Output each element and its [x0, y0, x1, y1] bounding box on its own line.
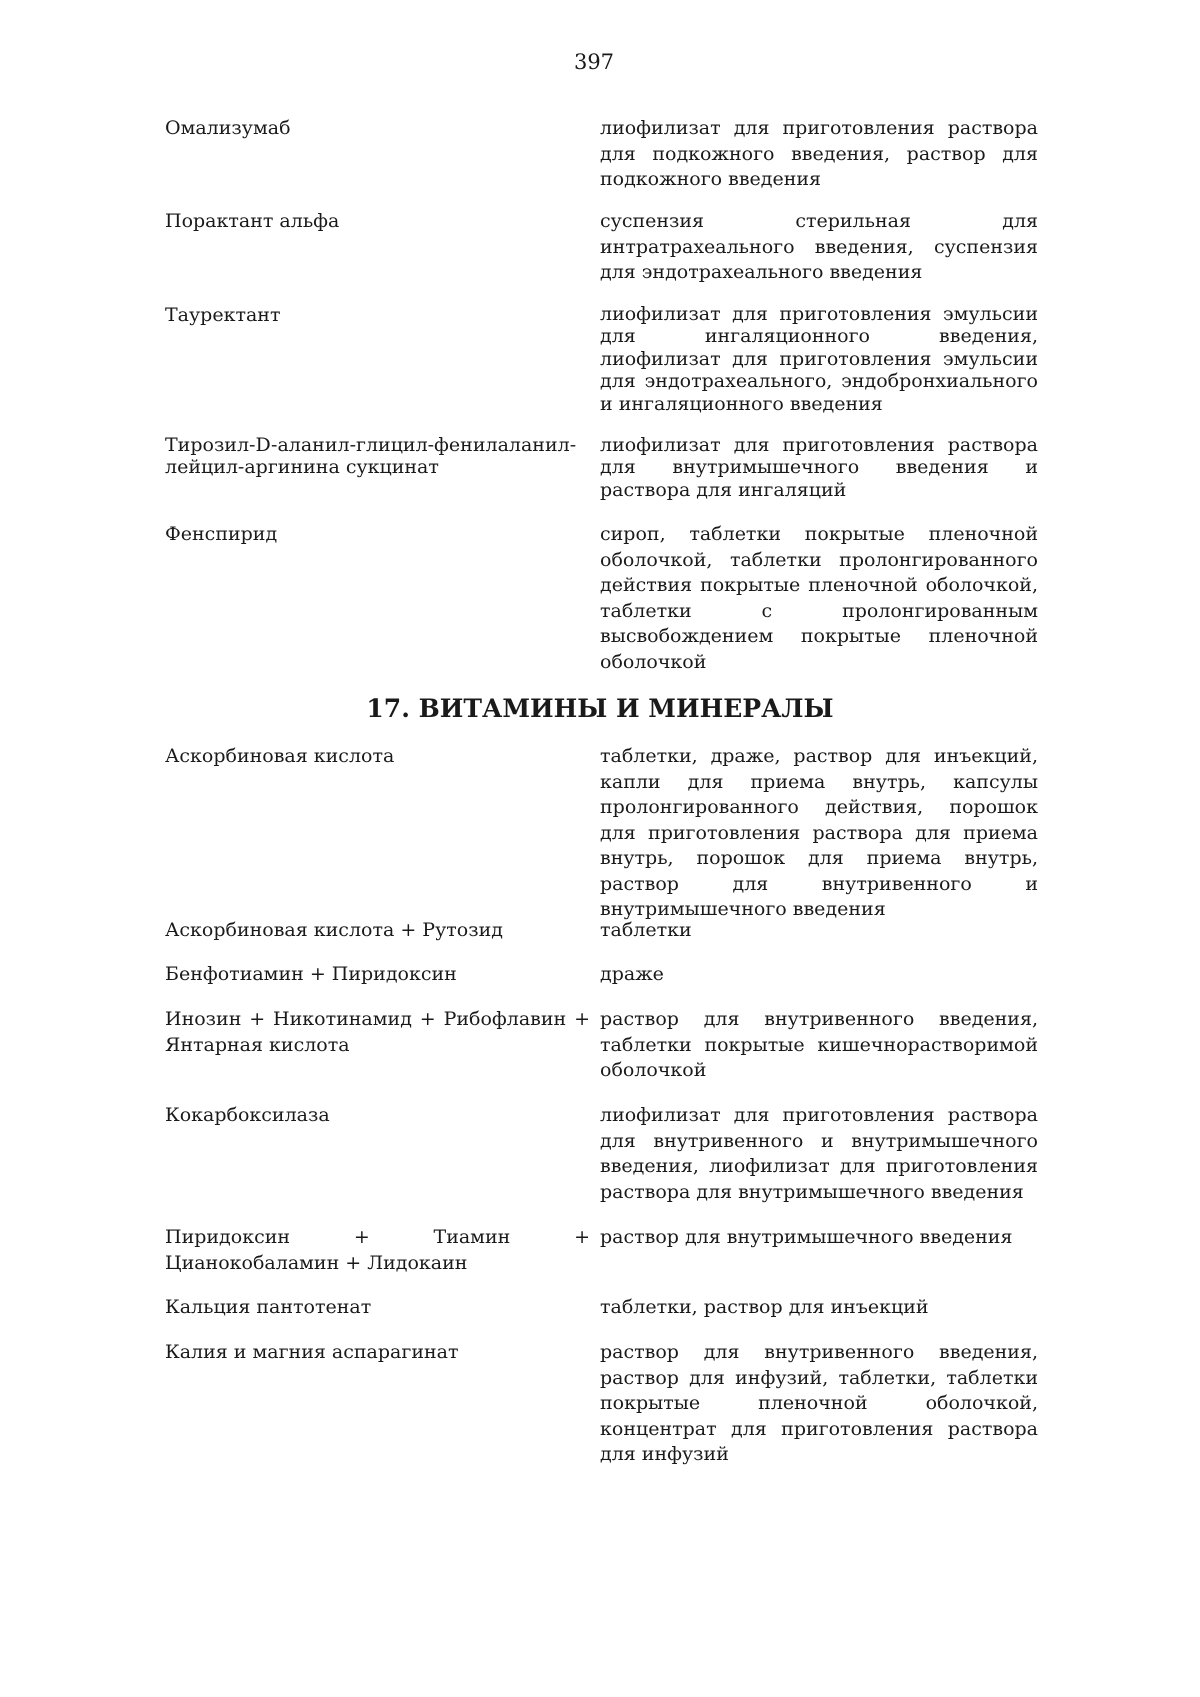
dosage-form: лиофилизат для приготовления раствора для внутримышечного введения и раствора для ингаляций	[600, 434, 1038, 501]
dosage-form: сироп, таблетки покрытые пленочной оболочкой, таблетки пролонгированного действия покрытые пленочной оболочкой, таблетки с пролонгированным высвобождением покрытые пленочной оболочкой	[600, 523, 1038, 673]
dosage-form: лиофилизат для приготовления раствора для внутривенного и внутримышечного введения, лиофилизат для приготовления раствора для внутримышечного введения	[600, 1104, 1038, 1203]
drug-name: Аскорбиновая кислота + Рутозид	[165, 919, 503, 941]
dosage-form: драже	[600, 963, 664, 985]
dosage-form: суспензия стерильная для интратрахеального введения, суспензия для эндотрахеального введения	[600, 210, 1038, 283]
drug-name: Бенфотиамин + Пиридоксин	[165, 963, 457, 985]
dosage-form: таблетки, раствор для инъекций	[600, 1296, 929, 1318]
dosage-form: раствор для внутривенного введения, раствор для инфузий, таблетки, таблетки покрытые пленочной оболочкой, концентрат для приготовления раствора для инфузий	[600, 1341, 1038, 1465]
dosage-form: лиофилизат для приготовления раствора для подкожного введения, раствор для подкожного введения	[600, 117, 1038, 190]
dosage-form: таблетки, драже, раствор для инъекций, капли для приема внутрь, капсулы пролонгированного действия, порошок для приготовления раствора для приема внутрь, порошок для приема внутрь, раствор для внутривенного и внутримышечного введения	[600, 745, 1038, 920]
drug-name: Порактант альфа	[165, 210, 340, 232]
drug-name: Пиридоксин + Тиамин + Цианокобаламин + Лидокаин	[165, 1226, 590, 1274]
drug-name: Аскорбиновая кислота	[165, 745, 395, 767]
section-heading: 17. ВИТАМИНЫ И МИНЕРАЛЫ	[366, 694, 834, 723]
drug-name: Тауректант	[165, 304, 281, 326]
drug-name: Кальция пантотенат	[165, 1296, 372, 1318]
drug-name: Омализумаб	[165, 117, 291, 139]
drug-name: Инозин + Никотинамид + Рибофлавин + Янтарная кислота	[165, 1008, 590, 1056]
page-number: 397	[573, 50, 615, 74]
dosage-form: таблетки	[600, 919, 692, 941]
dosage-form: раствор для внутримышечного введения	[600, 1226, 1013, 1248]
drug-name: Тирозил-D-аланил-глицил-фенилаланил-лейцил-аргинина сукцинат	[165, 434, 577, 479]
drug-name: Кокарбоксилаза	[165, 1104, 330, 1126]
drug-name: Фенспирид	[165, 523, 278, 545]
drug-name: Калия и магния аспарагинат	[165, 1341, 459, 1363]
dosage-form: лиофилизат для приготовления эмульсии для ингаляционного введения, лиофилизат для приготовления эмульсии для эндотрахеального, эндобронхиального и ингаляционного введения	[600, 303, 1038, 415]
dosage-form: раствор для внутривенного введения, таблетки покрытые кишечнорастворимой оболочкой	[600, 1008, 1038, 1081]
